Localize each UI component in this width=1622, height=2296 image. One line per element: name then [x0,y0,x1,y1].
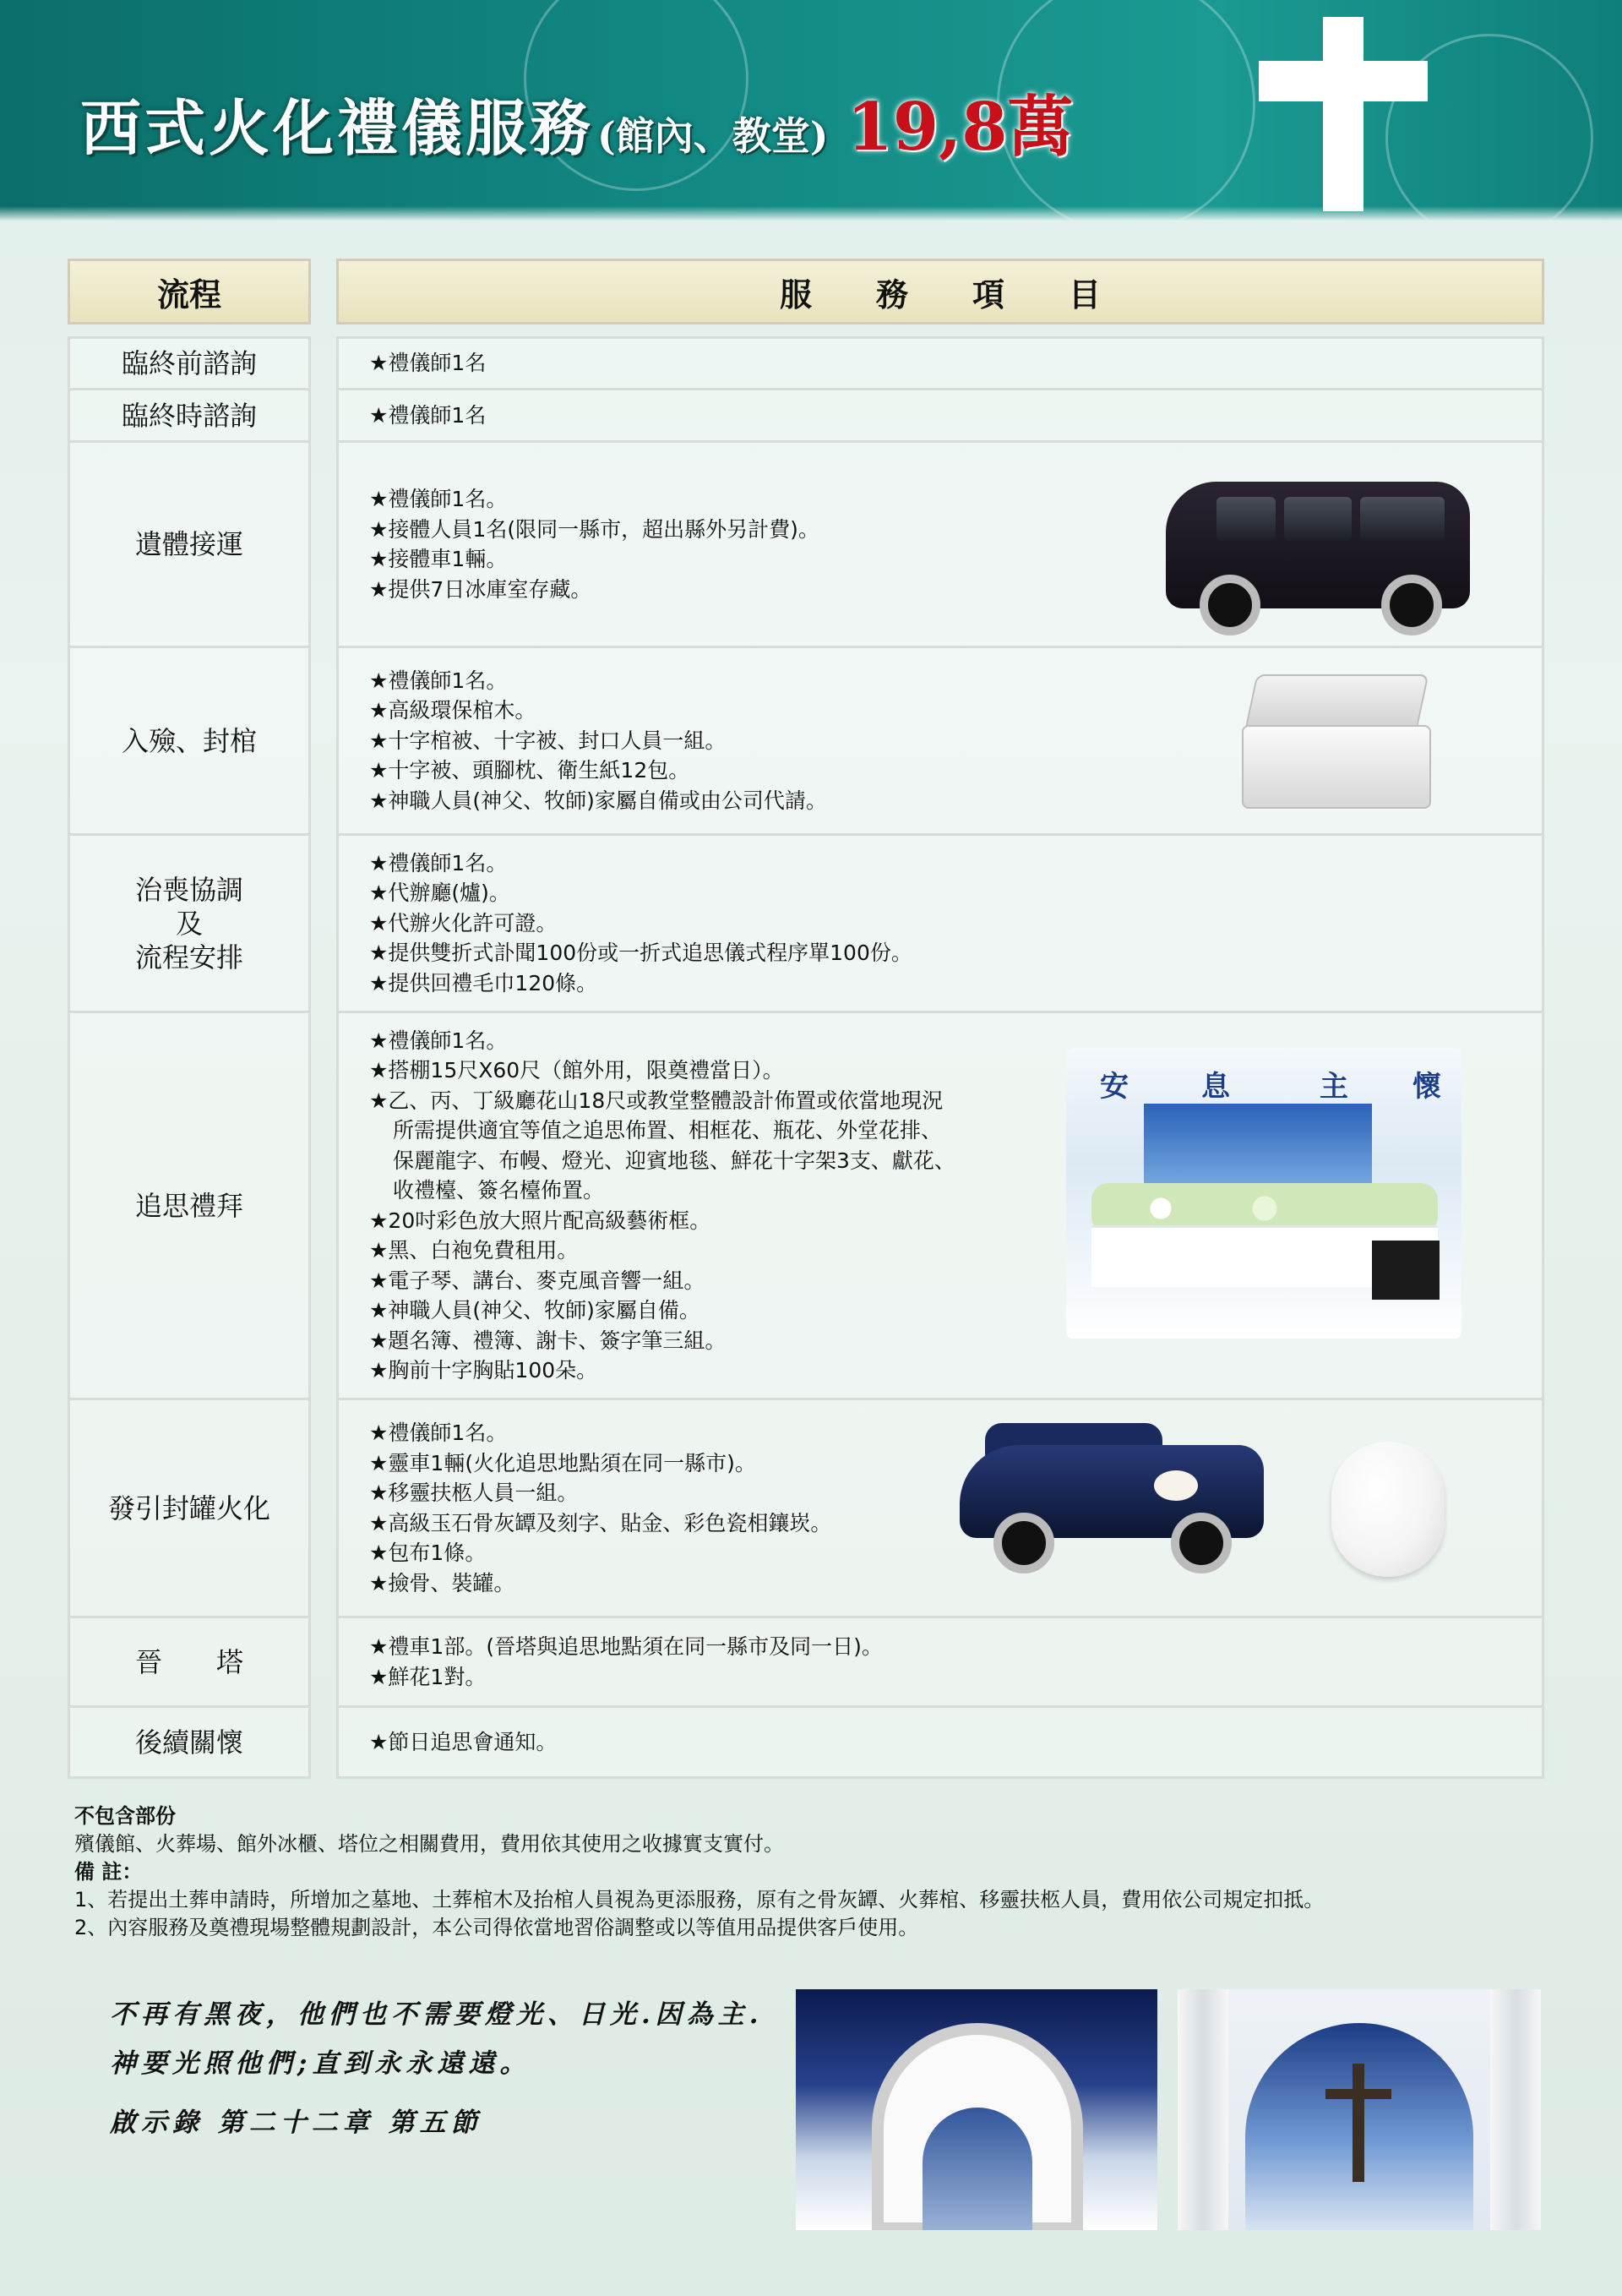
memorial-altar-illustration [1066,1048,1461,1339]
service-item: ★包布1條。 [369,1541,487,1565]
process-cell [68,836,311,1013]
service-item: ★禮車1部。(晉塔與追思地點須在同一縣市及同一日)。 [369,1634,883,1659]
service-item: ★禮儀師1名 [369,351,487,376]
casket-illustration [1242,674,1428,808]
service-item: ★移靈扶柩人員一組。 [369,1481,579,1505]
church-gallery-photo [1178,1989,1541,2230]
process-line: 及 [175,907,203,940]
quote-line: 神要光照他們;直到永永遠遠。 [110,2048,531,2079]
service-item: ★黑、白袍免費租用。 [369,1238,579,1263]
service-item: ★電子琴、講台、麥克風音響一組。 [369,1268,705,1293]
page-title [80,74,1074,166]
service-item: 收禮檯、簽名檯佈置。 [393,1178,605,1203]
service-item: ★禮儀師1名。 [369,1421,508,1445]
process-cell: 臨終時諮詢 [68,390,311,443]
items-cell [336,1708,1544,1779]
service-item: ★神職人員(神父、牧師)家屬自備或由公司代請。 [369,788,827,813]
scripture-quote [110,1990,764,2147]
process-cell: 發引封罐火化 [68,1400,311,1618]
process-cell: 入殮、封棺 [68,648,311,836]
service-item: ★高級環保棺木。 [369,698,536,723]
service-item: ★神職人員(神父、牧師)家屬自備。 [369,1298,700,1323]
service-item: ★十字被、頭腳枕、衛生紙12包。 [369,758,690,783]
process-cell: 追思禮拜 [68,1013,311,1400]
remark-item: 2、內容服務及奠禮現場整體規劃設計，本公司得依當地習俗調整或以等值用品提供客戶使用。 [74,1916,919,1939]
items-cell [336,836,1544,1013]
altar-banner-char: 懷 [1412,1070,1441,1104]
service-item: ★禮儀師1名。 [369,668,508,693]
service-item: ★靈車1輛(火化追思地點須在同一縣市)。 [369,1450,756,1475]
service-item: ★接體車1輛。 [369,547,508,571]
title-subtitle: (館內、教堂) [597,113,829,159]
service-item: ★20吋彩色放大照片配高級藝術框。 [369,1208,711,1233]
service-item: 所需提供適宜等值之追思佈置、相框花、瓶花、外堂花排、 [393,1118,943,1143]
service-item: ★鮮花1對。 [369,1664,487,1689]
items-cell [336,390,1544,443]
process-cell: 後續關懷 [68,1708,311,1779]
service-item: ★禮儀師1名。 [369,1028,508,1053]
service-item: ★禮儀師1名。 [369,487,508,511]
service-item: 保麗龍字、布幔、燈光、迎賓地毯、鮮花十字架3支、獻花、 [393,1148,955,1173]
service-item: ★提供7日冰庫室存藏。 [369,576,592,602]
hearse-illustration [960,1420,1264,1589]
header-banner [0,0,1622,221]
service-item: ★代辦廳(爐)。 [369,881,510,906]
process-cell: 臨終前諮詢 [68,336,311,390]
process-line: 治喪協調 [134,873,243,906]
items-cell [336,336,1544,390]
service-item: ★十字棺被、十字被、封口人員一組。 [369,728,727,753]
col-header-items: 服 務 項 目 [336,259,1544,324]
process-line: 流程安排 [134,941,243,973]
cross-icon [1259,17,1428,211]
service-item: ★提供回禮毛巾120條。 [369,970,598,995]
van-illustration [1166,465,1470,634]
service-item: ★提供雙折式訃聞100份或一折式追思儀式程序單100份。 [369,941,912,966]
title-main: 西式火化禮儀服務 [80,92,595,164]
service-item: ★節日追思會通知。 [369,1729,558,1754]
service-item: ★代辦火化許可證。 [369,910,558,935]
notes-section [74,1802,1324,1942]
title-price: 19,8萬 [846,89,1074,166]
altar-banner-char: 主 [1320,1070,1348,1104]
church-photo [796,1989,1157,2230]
service-item: ★搭棚15尺X60尺（館外用，限奠禮當日）。 [369,1058,784,1083]
service-item: ★接體人員1名(限同一縣市，超出縣外另計費)。 [369,516,819,542]
service-item: ★胸前十字胸貼100朵。 [369,1358,598,1383]
altar-banner-char: 安 [1100,1070,1129,1104]
service-item: ★禮儀師1名。 [369,850,508,875]
urn-illustration [1331,1442,1445,1577]
service-item: ★題名簿、禮簿、謝卡、簽字筆三組。 [369,1328,727,1353]
exclude-label: 不包含部份 [74,1804,176,1828]
process-cell: 晉 塔 [68,1618,311,1708]
altar-banner-char: 息 [1201,1070,1230,1104]
exclude-text: 殯儀館、火葬場、館外冰櫃、塔位之相關費用，費用依其使用之收據實支實付。 [74,1832,784,1856]
service-item: ★乙、丙、丁級廳花山18尺或教堂整體設計佈置或依當地現況 [369,1088,944,1113]
service-item: ★禮儀師1名 [369,402,487,428]
remark-item: 1、若提出土葬申請時，所增加之墓地、土葬棺木及抬棺人員視為更添服務，原有之骨灰罈、火葬棺、移靈扶柩人員，費用依公司規定扣抵。 [74,1888,1325,1912]
col-header-process: 流程 [68,259,311,324]
service-item: ★撿骨、裝罐。 [369,1570,515,1595]
items-cell [336,1618,1544,1708]
quote-line: 不再有黑夜，他們也不需要燈光、日光.因為主. [110,1999,764,2030]
quote-reference: 啟示錄 第二十二章 第五節 [110,2108,482,2138]
remark-label: 備 註： [74,1860,143,1884]
process-cell: 遺體接運 [68,443,311,648]
service-item: ★高級玉石骨灰罈及刻字、貼金、彩色瓷相鑲崁。 [369,1510,832,1535]
